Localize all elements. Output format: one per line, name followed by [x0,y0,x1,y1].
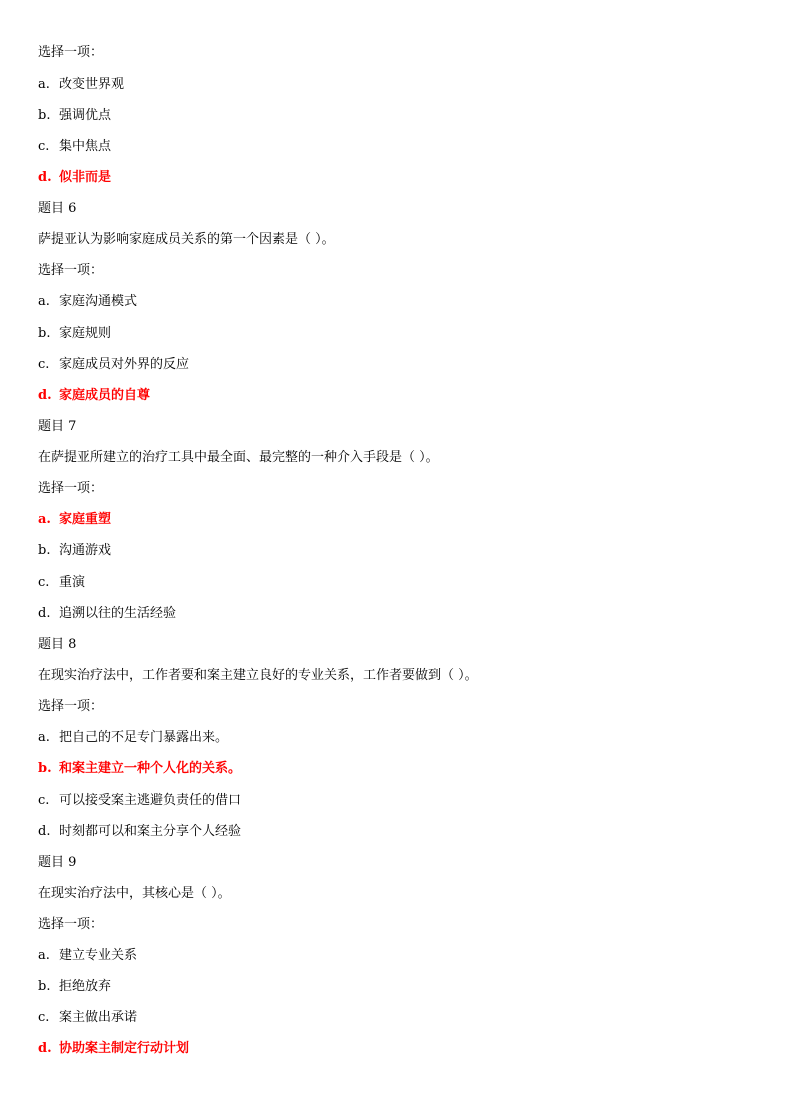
q7-option-d [38,606,176,622]
q7-prompt: 选择一项： [38,481,104,496]
q7-title: 题目 7 [38,419,77,434]
q8-option-a [38,730,228,746]
option-text: 沟通游戏 [59,543,112,558]
q6-option-a [38,294,137,310]
option-text: 改变世界观 [59,77,125,92]
q6-option-c [38,357,189,373]
option-text: 家庭成员的自尊 [59,388,151,403]
q8-prompt: 选择一项： [38,699,104,714]
option-letter: a. [38,948,50,963]
q8-option-d [38,824,241,840]
q5-prompt: 选择一项： [38,45,104,60]
q8-question: 在现实治疗法中，工作者要和案主建立良好的专业关系，工作者要做到（ ）。 [38,668,478,683]
option-letter: b. [38,326,51,341]
q6-question: 萨提亚认为影响家庭成员关系的第一个因素是（ ）。 [38,232,335,247]
option-letter: b. [38,543,51,558]
q9-option-b [38,979,111,995]
option-text: 可以接受案主逃避负责任的借口 [59,793,242,808]
option-text: 家庭成员对外界的反应 [59,357,190,372]
option-text: 建立专业关系 [59,948,138,963]
option-text: 拒绝放弃 [59,979,112,994]
option-text: 追溯以往的生活经验 [59,606,177,621]
q8-option-b-correct-answer [38,761,241,777]
q6-option-b [38,326,111,342]
q9-option-c [38,1010,137,1026]
q7-option-c [38,575,85,591]
q9-title: 题目 9 [38,855,77,870]
option-text: 强调优点 [59,108,112,123]
option-letter: a. [38,77,50,92]
q9-option-d-correct-answer [38,1041,189,1057]
q7-question: 在萨提亚所建立的治疗工具中最全面、最完整的一种介入手段是（ ）。 [38,450,439,465]
option-letter: b. [38,108,51,123]
option-text: 重演 [59,575,86,590]
q5-option-c [38,139,111,155]
q5-option-b [38,108,111,124]
q5-option-a [38,77,124,93]
q9-prompt: 选择一项： [38,917,104,932]
option-text: 家庭规则 [59,326,112,341]
option-letter: d. [38,824,51,839]
option-letter: d. [38,1041,52,1056]
q8-title: 题目 8 [38,637,77,652]
option-text: 协助案主制定行动计划 [59,1041,190,1056]
option-text: 集中焦点 [59,139,112,154]
q9-option-a [38,948,137,964]
q7-option-a-correct-answer [38,512,111,528]
q6-option-d-correct-answer [38,388,150,404]
option-text: 家庭沟通模式 [59,294,138,309]
option-letter: d. [38,170,52,185]
option-letter: c. [38,575,50,590]
q6-prompt: 选择一项： [38,263,104,278]
option-letter: c. [38,793,50,808]
option-letter: a. [38,730,50,745]
option-letter: b. [38,761,52,776]
option-letter: c. [38,357,50,372]
option-letter: b. [38,979,51,994]
q6-title: 题目 6 [38,201,77,216]
option-letter: c. [38,139,50,154]
option-text: 家庭重塑 [59,512,112,527]
option-letter: c. [38,1010,50,1025]
option-text: 案主做出承诺 [59,1010,138,1025]
option-text: 和案主建立一种个人化的关系。 [59,761,242,776]
option-letter: a. [38,294,50,309]
option-text: 似非而是 [59,170,112,185]
q8-option-c [38,793,241,809]
q9-question: 在现实治疗法中，其核心是（ ）。 [38,886,231,901]
option-letter: d. [38,388,52,403]
q7-option-b [38,543,111,559]
option-letter: a. [38,512,51,527]
q5-option-d-correct-answer [38,170,111,186]
option-text: 时刻都可以和案主分享个人经验 [59,824,242,839]
option-text: 把自己的不足专门暴露出来。 [59,730,229,745]
option-letter: d. [38,606,51,621]
